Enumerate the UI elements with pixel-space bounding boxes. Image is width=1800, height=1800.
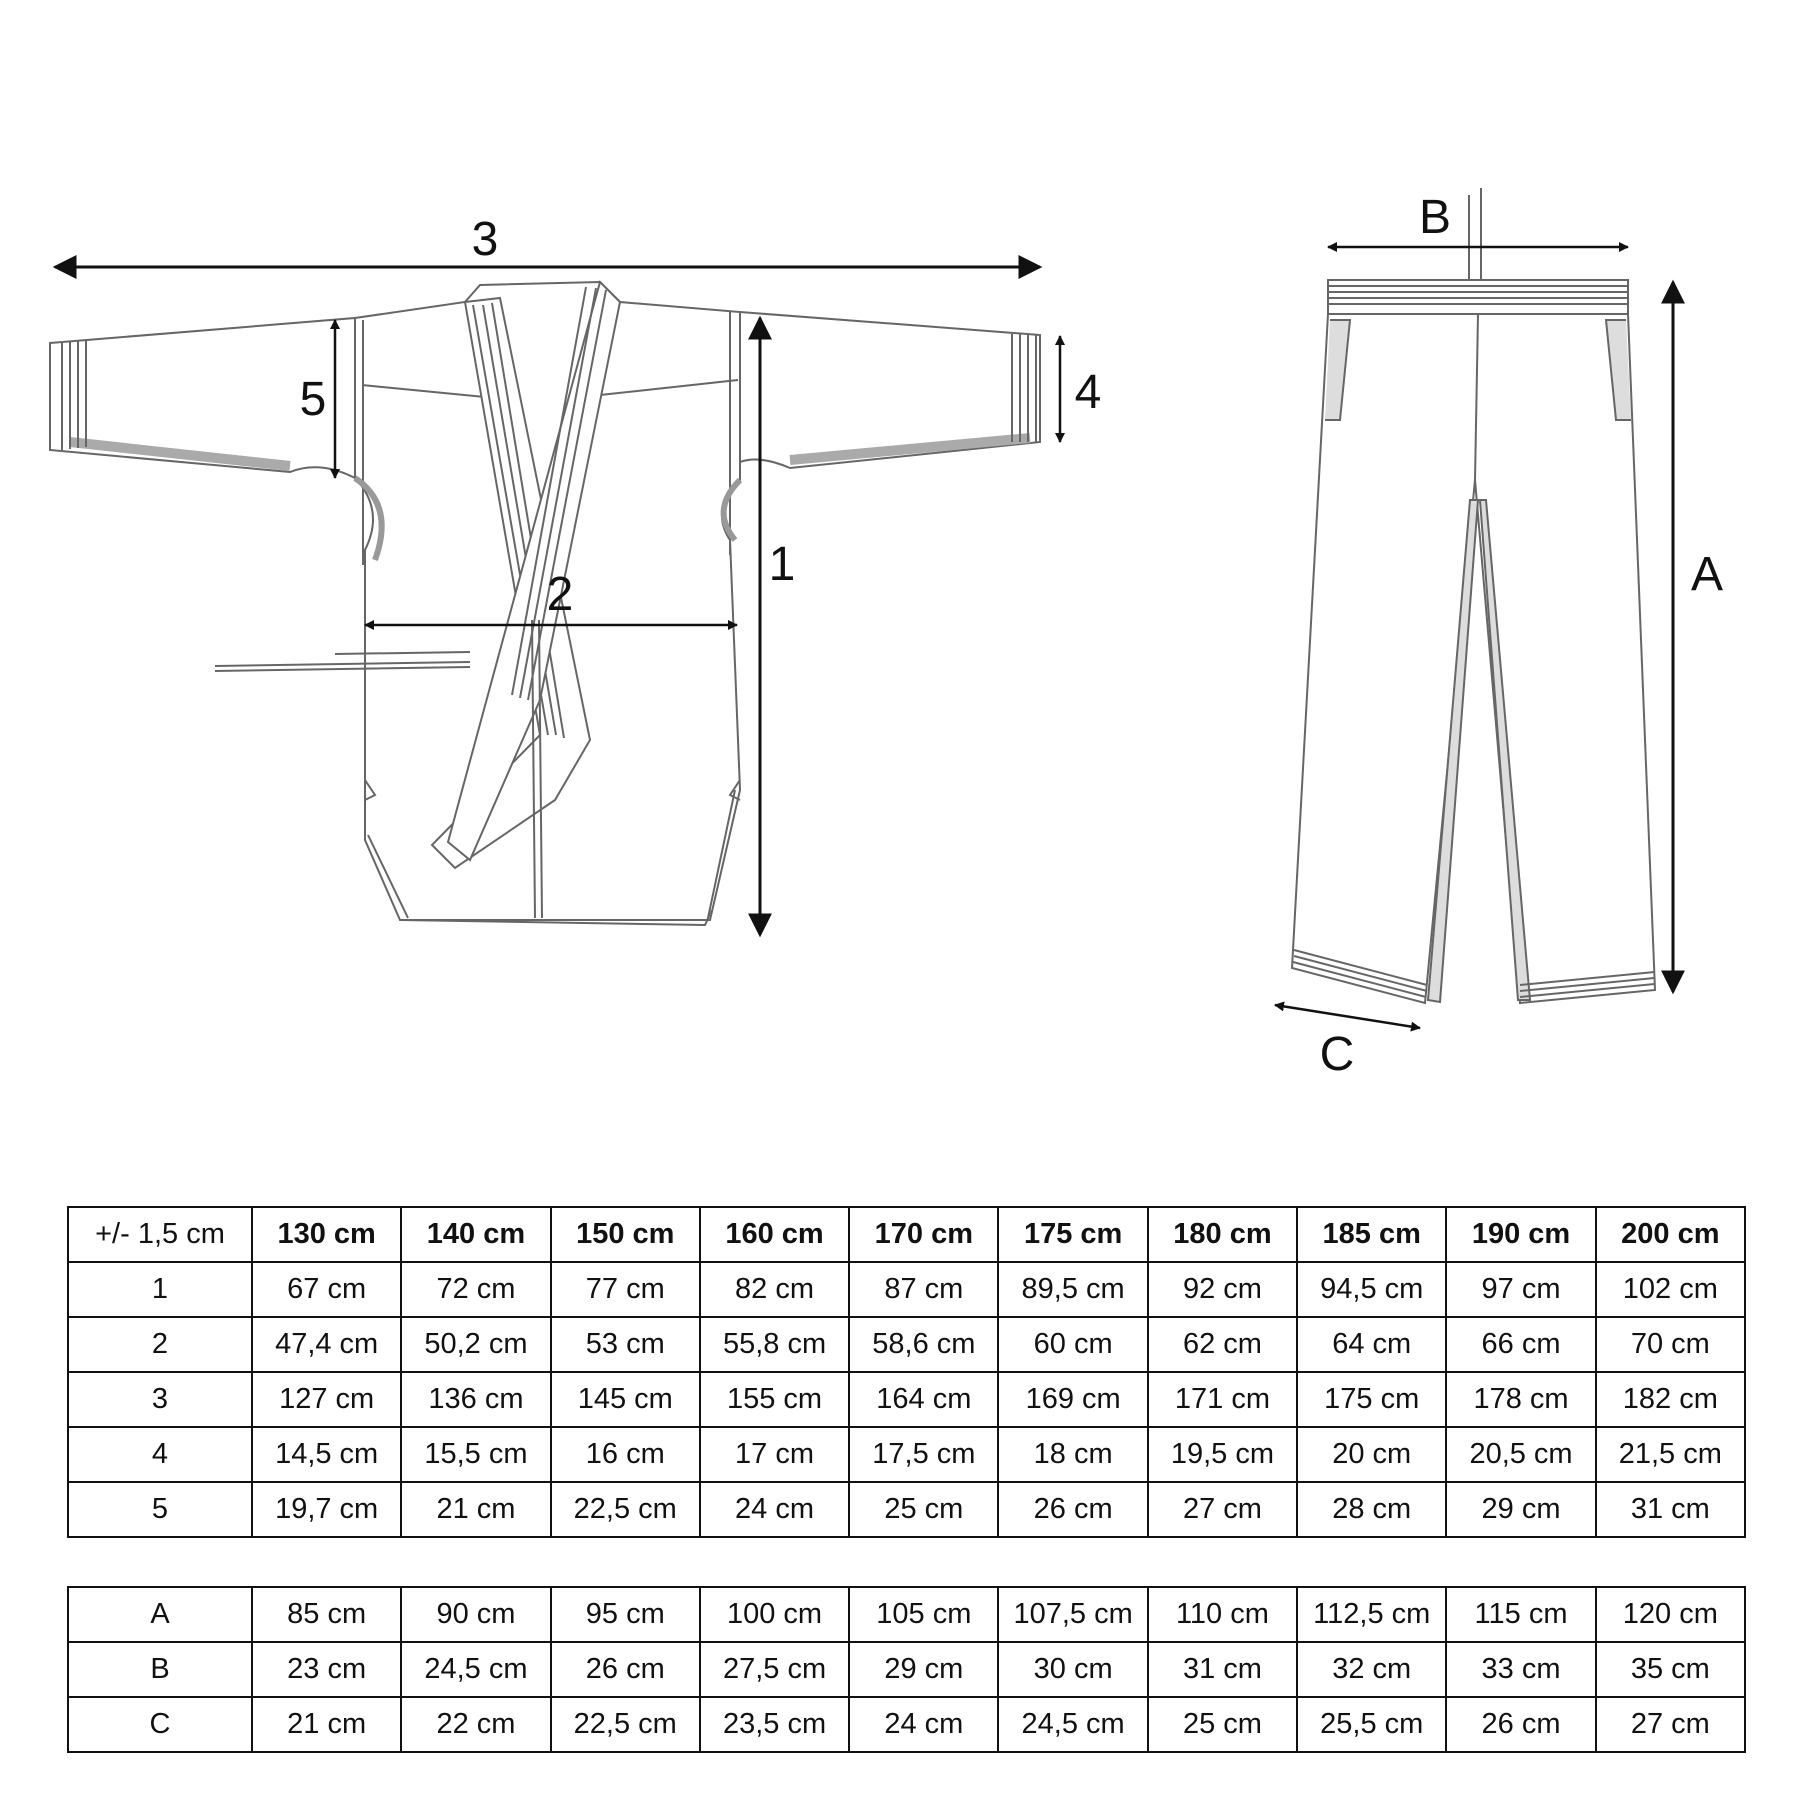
- table-cell: 29 cm: [849, 1642, 998, 1697]
- table-cell: 72 cm: [401, 1262, 550, 1317]
- row-label: 2: [68, 1317, 252, 1372]
- table-cell: 115 cm: [1446, 1587, 1595, 1642]
- size-header: 200 cm: [1596, 1207, 1745, 1262]
- size-header: 180 cm: [1148, 1207, 1297, 1262]
- table-cell: 35 cm: [1596, 1642, 1745, 1697]
- dimension-a-label: A: [1690, 548, 1724, 601]
- table-header-row: [68, 1207, 1745, 1262]
- table-cell: 58,6 cm: [849, 1317, 998, 1372]
- table-cell: 102 cm: [1596, 1262, 1745, 1317]
- table-cell: 20 cm: [1297, 1427, 1446, 1482]
- table-cell: 21,5 cm: [1596, 1427, 1745, 1482]
- table-cell: 28 cm: [1297, 1482, 1446, 1537]
- dimension-5-label: 5: [299, 373, 327, 426]
- table-cell: 92 cm: [1148, 1262, 1297, 1317]
- table-cell: 21 cm: [252, 1697, 401, 1752]
- pants-drawing: [1292, 188, 1655, 1003]
- table-cell: 178 cm: [1446, 1372, 1595, 1427]
- table-cell: 18 cm: [998, 1427, 1147, 1482]
- size-header: 130 cm: [252, 1207, 401, 1262]
- table-row: [68, 1697, 1745, 1752]
- table-cell: 27 cm: [1148, 1482, 1297, 1537]
- table-cell: 25 cm: [1148, 1697, 1297, 1752]
- table-cell: 25 cm: [849, 1482, 998, 1537]
- table-row: [68, 1372, 1745, 1427]
- table-cell: 175 cm: [1297, 1372, 1446, 1427]
- table-cell: 120 cm: [1596, 1587, 1745, 1642]
- dimension-c-label: C: [1319, 1028, 1355, 1081]
- table-cell: 29 cm: [1446, 1482, 1595, 1537]
- table-cell: 20,5 cm: [1446, 1427, 1595, 1482]
- pants-legs: [1292, 314, 1655, 1003]
- table-cell: 70 cm: [1596, 1317, 1745, 1372]
- jacket-size-table: [67, 1206, 1746, 1538]
- table-cell: 112,5 cm: [1297, 1587, 1446, 1642]
- table-cell: 171 cm: [1148, 1372, 1297, 1427]
- table-cell: 30 cm: [998, 1642, 1147, 1697]
- table-cell: 19,7 cm: [252, 1482, 401, 1537]
- table-cell: 62 cm: [1148, 1317, 1297, 1372]
- jacket-drawing: [50, 282, 1040, 925]
- table-cell: 50,2 cm: [401, 1317, 550, 1372]
- table-cell: 33 cm: [1446, 1642, 1595, 1697]
- table-cell: 97 cm: [1446, 1262, 1595, 1317]
- row-label: 1: [68, 1262, 252, 1317]
- table-cell: 90 cm: [401, 1587, 550, 1642]
- size-header: 170 cm: [849, 1207, 998, 1262]
- table-cell: 85 cm: [252, 1587, 401, 1642]
- table-cell: 27,5 cm: [700, 1642, 849, 1697]
- table-cell: 100 cm: [700, 1587, 849, 1642]
- pants-size-table: [67, 1586, 1746, 1753]
- size-header: 140 cm: [401, 1207, 550, 1262]
- table-cell: 22,5 cm: [551, 1482, 700, 1537]
- table-cell: 17,5 cm: [849, 1427, 998, 1482]
- dimension-c-arrow: [1275, 1005, 1420, 1028]
- table-cell: 94,5 cm: [1297, 1262, 1446, 1317]
- table-cell: 182 cm: [1596, 1372, 1745, 1427]
- table-cell: 25,5 cm: [1297, 1697, 1446, 1752]
- table-cell: 82 cm: [700, 1262, 849, 1317]
- table-cell: 55,8 cm: [700, 1317, 849, 1372]
- table-cell: 22 cm: [401, 1697, 550, 1752]
- table-cell: 26 cm: [551, 1642, 700, 1697]
- jacket-table-body: [68, 1262, 1745, 1537]
- table-cell: 60 cm: [998, 1317, 1147, 1372]
- size-header: 160 cm: [700, 1207, 849, 1262]
- table-cell: 110 cm: [1148, 1587, 1297, 1642]
- table-cell: 26 cm: [998, 1482, 1147, 1537]
- table-row: [68, 1482, 1745, 1537]
- dimension-1-label: 1: [768, 538, 796, 591]
- table-cell: 23,5 cm: [700, 1697, 849, 1752]
- dimension-4-label: 4: [1074, 366, 1102, 419]
- row-label: 4: [68, 1427, 252, 1482]
- table-cell: 15,5 cm: [401, 1427, 550, 1482]
- table-cell: 164 cm: [849, 1372, 998, 1427]
- tolerance-label: +/- 1,5 cm: [68, 1207, 252, 1262]
- table-cell: 89,5 cm: [998, 1262, 1147, 1317]
- row-label: A: [68, 1587, 252, 1642]
- table-row: [68, 1317, 1745, 1372]
- size-header: 150 cm: [551, 1207, 700, 1262]
- table-cell: 95 cm: [551, 1587, 700, 1642]
- table-cell: 24 cm: [849, 1697, 998, 1752]
- table-row: [68, 1642, 1745, 1697]
- dimension-3-label: 3: [471, 213, 499, 266]
- table-cell: 19,5 cm: [1148, 1427, 1297, 1482]
- table-cell: 64 cm: [1297, 1317, 1446, 1372]
- pants-table-body: [68, 1587, 1745, 1752]
- table-cell: 21 cm: [401, 1482, 550, 1537]
- table-cell: 136 cm: [401, 1372, 550, 1427]
- table-cell: 31 cm: [1148, 1642, 1297, 1697]
- table-cell: 24,5 cm: [998, 1697, 1147, 1752]
- size-header: 175 cm: [998, 1207, 1147, 1262]
- table-row: [68, 1262, 1745, 1317]
- table-cell: 47,4 cm: [252, 1317, 401, 1372]
- table-cell: 22,5 cm: [551, 1697, 700, 1752]
- table-row: [68, 1587, 1745, 1642]
- table-cell: 105 cm: [849, 1587, 998, 1642]
- table-cell: 23 cm: [252, 1642, 401, 1697]
- table-cell: 127 cm: [252, 1372, 401, 1427]
- row-label: C: [68, 1697, 252, 1752]
- table-cell: 66 cm: [1446, 1317, 1595, 1372]
- row-label: 3: [68, 1372, 252, 1427]
- table-cell: 24,5 cm: [401, 1642, 550, 1697]
- size-header: 185 cm: [1297, 1207, 1446, 1262]
- table-cell: 26 cm: [1446, 1697, 1595, 1752]
- table-cell: 77 cm: [551, 1262, 700, 1317]
- table-cell: 107,5 cm: [998, 1587, 1147, 1642]
- table-cell: 14,5 cm: [252, 1427, 401, 1482]
- table-cell: 32 cm: [1297, 1642, 1446, 1697]
- table-cell: 24 cm: [700, 1482, 849, 1537]
- table-cell: 87 cm: [849, 1262, 998, 1317]
- table-cell: 67 cm: [252, 1262, 401, 1317]
- table-cell: 17 cm: [700, 1427, 849, 1482]
- row-label: 5: [68, 1482, 252, 1537]
- table-cell: 16 cm: [551, 1427, 700, 1482]
- table-cell: 53 cm: [551, 1317, 700, 1372]
- table-cell: 31 cm: [1596, 1482, 1745, 1537]
- size-header: 190 cm: [1446, 1207, 1595, 1262]
- dimension-b-label: B: [1418, 191, 1452, 244]
- table-cell: 145 cm: [551, 1372, 700, 1427]
- dimension-2-label: 2: [546, 568, 574, 621]
- table-cell: 27 cm: [1596, 1697, 1745, 1752]
- table-row: [68, 1427, 1745, 1482]
- table-cell: 169 cm: [998, 1372, 1147, 1427]
- table-cell: 155 cm: [700, 1372, 849, 1427]
- row-label: B: [68, 1642, 252, 1697]
